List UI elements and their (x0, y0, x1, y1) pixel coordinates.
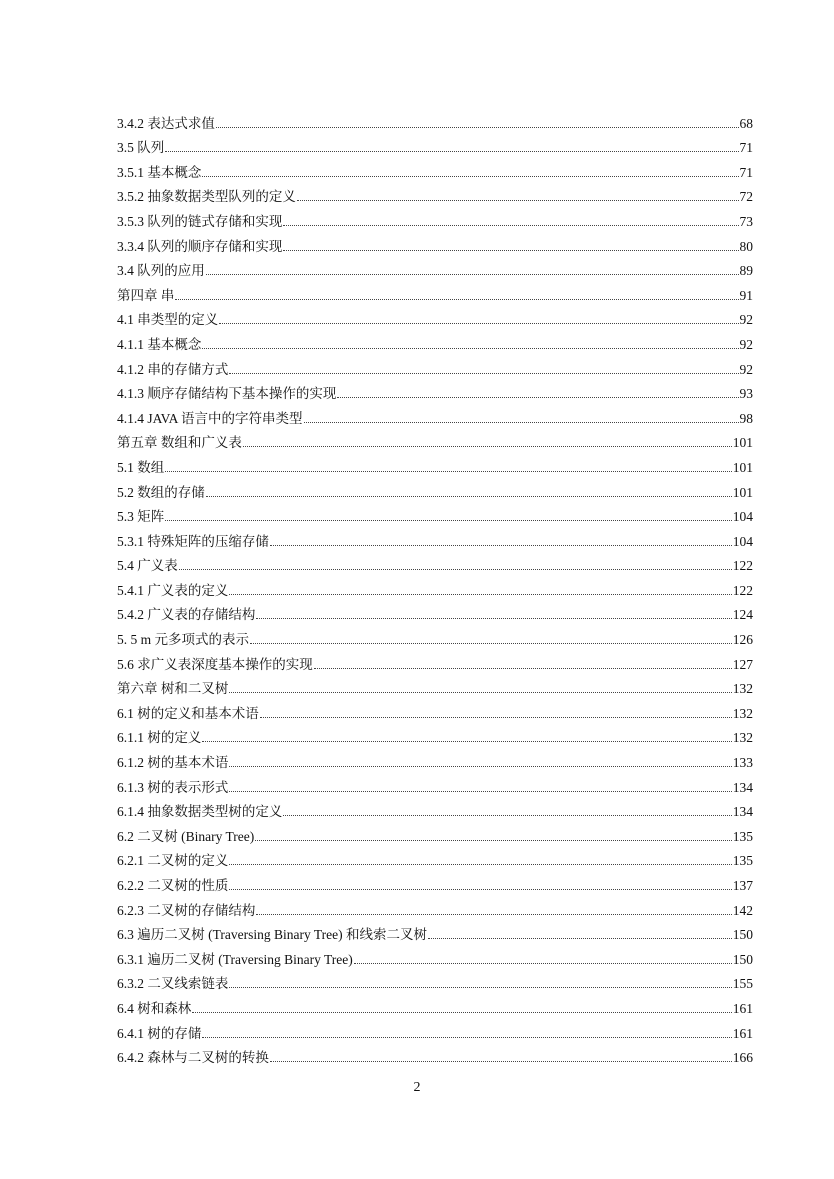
toc-dot-leader (206, 273, 739, 275)
toc-entry-title: 6.2 二叉树 (Binary Tree) (117, 828, 255, 844)
toc-dot-leader (337, 396, 738, 398)
toc-entry (117, 673, 753, 698)
toc-dot-leader (216, 126, 739, 128)
toc-entry (117, 648, 753, 673)
page-number: 2 (413, 1080, 421, 1095)
table-of-contents (117, 107, 753, 1066)
toc-dot-leader (229, 986, 731, 988)
toc-entry (117, 205, 753, 230)
toc-entry-page-number: 122 (732, 582, 753, 598)
toc-entry (117, 1042, 753, 1067)
toc-entry-page-number: 101 (732, 459, 753, 475)
toc-entry (117, 992, 753, 1017)
toc-entry (117, 279, 753, 304)
toc-dot-leader (229, 790, 731, 792)
toc-dot-leader (229, 765, 731, 767)
toc-entry (117, 968, 753, 993)
toc-entry-title: 6.3.2 二叉线索链表 (117, 976, 229, 992)
toc-dot-leader (354, 962, 732, 964)
toc-entry (117, 894, 753, 919)
toc-entry-title: 3.4 队列的应用 (117, 263, 205, 279)
toc-dot-leader (255, 839, 732, 841)
toc-dot-leader (283, 249, 738, 251)
toc-dot-leader (256, 617, 731, 619)
toc-entry (117, 427, 753, 452)
toc-dot-leader (192, 1011, 732, 1013)
toc-entry-title: 第四章 串 (117, 287, 175, 303)
toc-entry (117, 132, 753, 157)
toc-entry-title: 第五章 数组和广义表 (117, 435, 242, 451)
toc-entry-page-number: 161 (732, 1000, 753, 1016)
toc-entry (117, 304, 753, 329)
toc-entry-page-number: 135 (732, 828, 753, 844)
toc-dot-leader (270, 1060, 732, 1062)
toc-entry-title: 第六章 树和二叉树 (117, 681, 229, 697)
toc-entry-title: 5. 5 m 元多项式的表示 (117, 632, 250, 648)
toc-entry (117, 919, 753, 944)
toc-entry-page-number: 134 (732, 804, 753, 820)
toc-entry-page-number: 126 (732, 632, 753, 648)
toc-entry-page-number: 134 (732, 779, 753, 795)
toc-entry (117, 771, 753, 796)
toc-entry-title: 5.6 求广义表深度基本操作的实现 (117, 656, 313, 672)
toc-entry-title: 3.5 队列 (117, 140, 165, 156)
toc-entry (117, 402, 753, 427)
toc-entry-title: 3.5.3 队列的链式存储和实现 (117, 213, 283, 229)
toc-entry (117, 328, 753, 353)
toc-entry (117, 156, 753, 181)
toc-dot-leader (260, 716, 732, 718)
toc-dot-leader (202, 1036, 731, 1038)
toc-entry (117, 378, 753, 403)
toc-entry-title: 6.1.4 抽象数据类型树的定义 (117, 804, 283, 820)
toc-entry-page-number: 132 (732, 681, 753, 697)
toc-entry-title: 6.1 树的定义和基本术语 (117, 705, 259, 721)
toc-entry-page-number: 161 (732, 1025, 753, 1041)
toc-entry-page-number: 80 (739, 238, 753, 254)
toc-entry-title: 6.2.1 二叉树的定义 (117, 853, 229, 869)
toc-entry (117, 746, 753, 771)
toc-entry (117, 599, 753, 624)
toc-entry-title: 6.2.3 二叉树的存储结构 (117, 902, 256, 918)
toc-entry (117, 722, 753, 747)
toc-dot-leader (175, 298, 738, 300)
toc-entry-page-number: 150 (732, 951, 753, 967)
toc-entry-title: 5.3 矩阵 (117, 509, 165, 525)
toc-entry-page-number: 124 (732, 607, 753, 623)
toc-entry-page-number: 71 (739, 164, 753, 180)
toc-entry-title: 6.4 树和森林 (117, 1000, 192, 1016)
toc-entry-page-number: 104 (732, 509, 753, 525)
toc-dot-leader (243, 445, 732, 447)
toc-entry (117, 943, 753, 968)
toc-dot-leader (202, 175, 738, 177)
toc-entry-page-number: 92 (739, 336, 753, 352)
toc-entry-page-number: 91 (739, 287, 753, 303)
toc-entry (117, 869, 753, 894)
toc-dot-leader (229, 691, 731, 693)
toc-entry-title: 5.1 数组 (117, 459, 165, 475)
toc-entry-page-number: 150 (732, 927, 753, 943)
toc-entry-page-number: 133 (732, 755, 753, 771)
toc-entry-page-number: 68 (739, 115, 753, 131)
toc-entry-title: 6.3 遍历二叉树 (Traversing Binary Tree) 和线索二叉树 (117, 927, 427, 943)
toc-dot-leader (219, 322, 738, 324)
toc-entry-page-number: 137 (732, 878, 753, 893)
toc-entry-title: 5.3.1 特殊矩阵的压缩存储 (117, 533, 269, 549)
toc-entry-page-number: 92 (739, 312, 753, 328)
toc-dot-leader (297, 199, 739, 201)
toc-entry (117, 697, 753, 722)
toc-dot-leader (428, 937, 732, 939)
toc-dot-leader (165, 470, 732, 472)
toc-entry-title: 6.3.1 遍历二叉树 (Traversing Binary Tree) (117, 951, 353, 967)
toc-dot-leader (165, 150, 738, 152)
toc-dot-leader (229, 863, 731, 865)
toc-dot-leader (256, 913, 731, 915)
toc-entry-title: 6.4.1 树的存储 (117, 1025, 202, 1041)
toc-entry (117, 501, 753, 526)
toc-entry (117, 623, 753, 648)
toc-entry-page-number: 166 (732, 1050, 753, 1066)
toc-entry-page-number: 101 (732, 484, 753, 500)
toc-entry-page-number: 104 (732, 533, 753, 549)
toc-entry (117, 525, 753, 550)
toc-entry-page-number: 98 (739, 410, 753, 426)
toc-entry-page-number: 73 (739, 213, 753, 229)
toc-dot-leader (250, 642, 732, 644)
toc-dot-leader (202, 347, 738, 349)
toc-entry-page-number: 89 (739, 263, 753, 279)
toc-dot-leader (229, 372, 738, 374)
toc-entry-title: 5.4.1 广义表的定义 (117, 582, 229, 598)
toc-entry-page-number: 132 (732, 730, 753, 746)
toc-dot-leader (270, 544, 732, 546)
toc-entry-title: 3.3.4 队列的顺序存储和实现 (117, 238, 283, 254)
toc-entry-page-number: 92 (739, 361, 753, 377)
toc-entry-title: 3.4.2 表达式求值 (117, 115, 215, 131)
toc-entry-title: 5.4 广义表 (117, 558, 178, 574)
toc-entry (117, 476, 753, 501)
toc-entry (117, 1017, 753, 1042)
toc-dot-leader (314, 667, 732, 669)
toc-entry-title: 4.1.3 顺序存储结构下基本操作的实现 (117, 386, 337, 402)
toc-entry-page-number: 71 (739, 140, 753, 156)
toc-entry (117, 574, 753, 599)
toc-entry (117, 820, 753, 845)
toc-dot-leader (229, 888, 731, 890)
toc-entry-page-number: 127 (732, 656, 753, 672)
toc-entry (117, 107, 753, 132)
toc-entry-title: 6.4.2 森林与二叉树的转换 (117, 1050, 269, 1066)
toc-entry (117, 255, 753, 280)
toc-entry-title: 4.1.2 串的存储方式 (117, 361, 229, 377)
toc-entry-page-number: 122 (732, 558, 753, 574)
toc-entry (117, 550, 753, 575)
toc-entry (117, 181, 753, 206)
toc-entry-title: 3.5.2 抽象数据类型队列的定义 (117, 189, 296, 205)
toc-entry-title: 4.1.1 基本概念 (117, 336, 202, 352)
toc-dot-leader (229, 593, 731, 595)
toc-entry-page-number: 135 (732, 853, 753, 869)
toc-entry-page-number: 72 (739, 189, 753, 205)
toc-dot-leader (206, 495, 732, 497)
toc-entry-title: 3.5.1 基本概念 (117, 164, 202, 180)
toc-dot-leader (283, 224, 738, 226)
toc-entry (117, 451, 753, 476)
toc-entry-title: 4.1.4 JAVA 语言中的字符串类型 (117, 410, 303, 426)
toc-dot-leader (202, 740, 731, 742)
toc-entry-title: 5.2 数组的存储 (117, 484, 205, 500)
toc-entry-title: 6.2.2 二叉树的性质 (117, 878, 229, 893)
toc-entry-page-number: 93 (739, 386, 753, 402)
toc-dot-leader (179, 568, 732, 570)
toc-dot-leader (283, 814, 731, 816)
toc-entry (117, 353, 753, 378)
toc-dot-leader (165, 519, 732, 521)
toc-entry-page-number: 101 (732, 435, 753, 451)
toc-entry-page-number: 142 (732, 902, 753, 918)
toc-entry (117, 845, 753, 870)
toc-entry-title: 6.1.3 树的表示形式 (117, 779, 229, 795)
toc-entry-page-number: 155 (732, 976, 753, 992)
toc-entry-title: 6.1.1 树的定义 (117, 730, 202, 746)
toc-entry-page-number: 132 (732, 705, 753, 721)
toc-entry-title: 4.1 串类型的定义 (117, 312, 219, 328)
toc-entry (117, 230, 753, 255)
toc-entry (117, 796, 753, 821)
toc-entry-title: 6.1.2 树的基本术语 (117, 755, 229, 771)
toc-entry-title: 5.4.2 广义表的存储结构 (117, 607, 256, 623)
toc-dot-leader (304, 421, 739, 423)
